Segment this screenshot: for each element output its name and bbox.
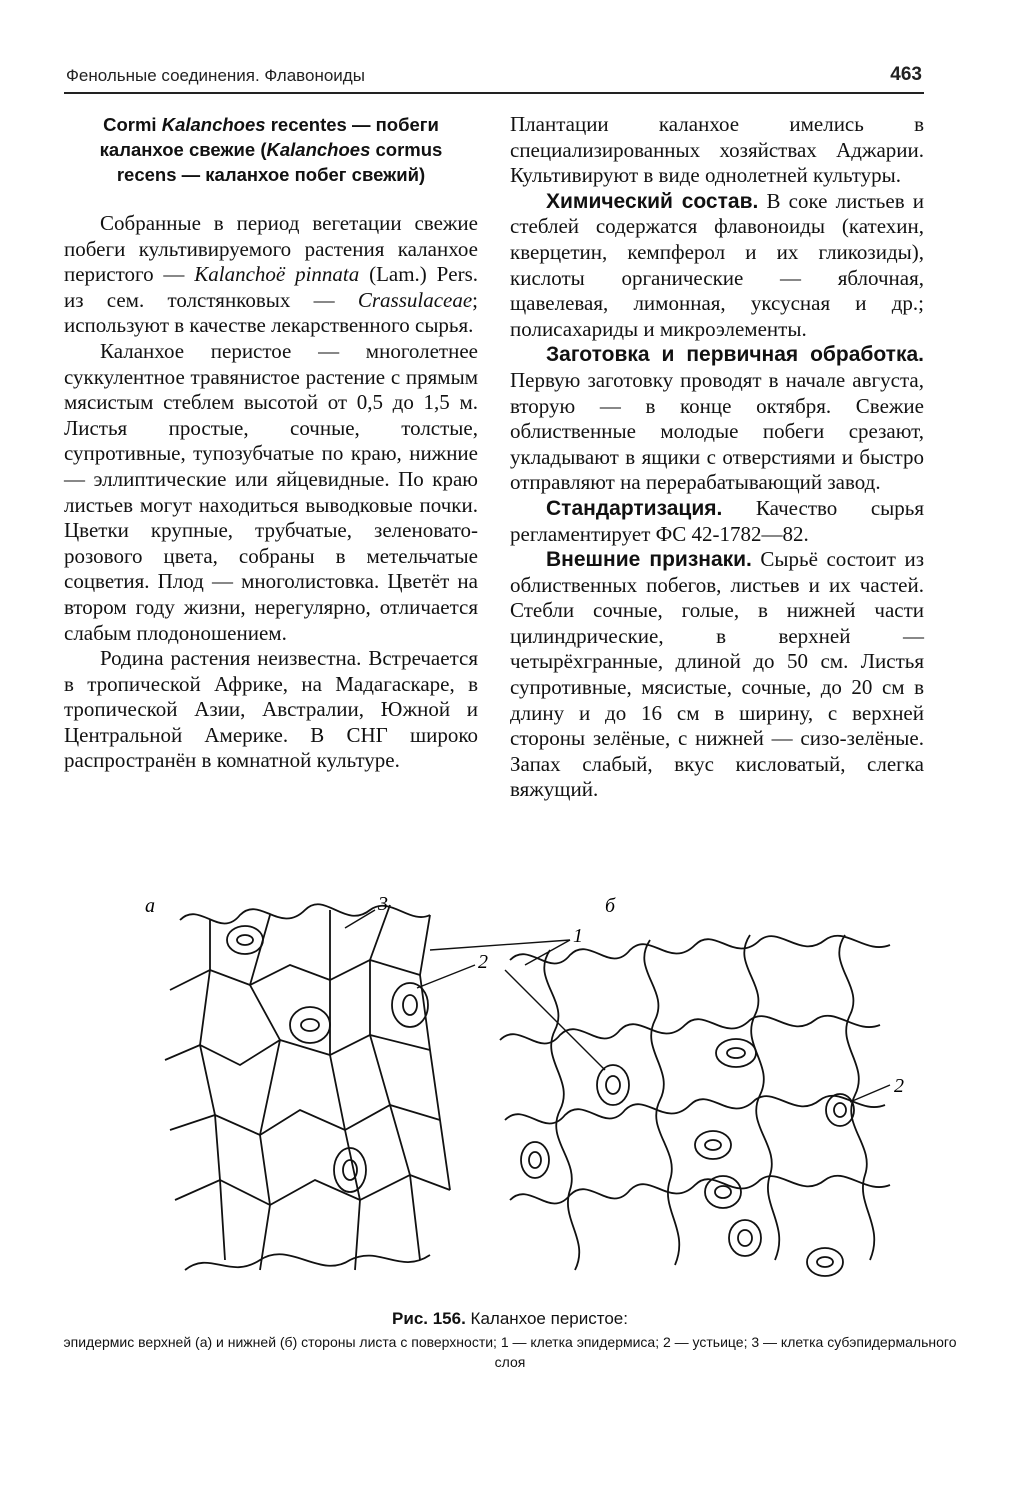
- text-run: Первую заготовку проводят в начале августа, вторую — в конце октября. Свежие облиственные молодые побеги срезают, укладывают в ящики с отверстиями и быстро отправляют на перерабатывающий завод.: [510, 367, 924, 495]
- paragraph: Каланхое перистое — многолетнее суккулентное травянистое растение с прямым мясистым стеблем высотой от 0,5 до 1,5 м. Листья простые, сочные, толстые, супротивные, тупозубчатые по краю, нижние — эллиптические или яйцевидные. По краю листьев могут находиться выводковые почки. Цветки крупные, трубчатые, зеленовато-розового цвета, собраны в метельчатые соцветия. Плод — многолистовка. Цветёт на втором году жизни, нерегулярно, отличается слабым плодоношением.: [64, 338, 478, 645]
- paragraph: Родина растения неизвестна. Встречается в тропической Африке, на Мадагаскаре, в тропической Азии, Австралии, Южной и Центральной Америке. В СНГ широко распространён в комнатной культуре.: [64, 646, 478, 773]
- figure-caption: [60, 1306, 960, 1372]
- title-part: каланхое свежие (: [99, 139, 267, 160]
- panel-label-b: б: [605, 895, 616, 917]
- text-run: ; используют в качестве лекарственного сырья.: [64, 287, 479, 338]
- running-header: [64, 60, 924, 94]
- panel-a-cells: [165, 904, 450, 1270]
- paragraph-lead: Заготовка и первичная обработка.: [546, 343, 924, 367]
- article-title: [64, 112, 478, 187]
- text-run: В соке листьев и стеблей содержатся флавоноиды (катехин, кверцетин, кемпферол и их гликозиды), кислоты органические — яблочная, щавелевая, лимонная, уксусная и др.; полисахариды и микроэлементы.: [510, 188, 924, 341]
- text-run: Собранные в период вегетации свежие побеги культивируемого растения каланхое перистого —: [64, 211, 478, 287]
- caption-title: [60, 1306, 960, 1332]
- title-latin: Kalanchoes: [161, 114, 266, 135]
- title-part: recentes — побеги: [270, 114, 439, 135]
- paragraph: [510, 496, 924, 547]
- callout-2-right: 2: [894, 1075, 904, 1097]
- paragraph: [510, 547, 924, 803]
- title-latin: Kalanchoes: [266, 139, 371, 160]
- title-part: recens — каланхое побег свежий): [116, 164, 426, 185]
- text-run: Сырьё состоит из облиственных побегов, листьев и их частей.: [510, 547, 924, 597]
- panel-b-stomata: [521, 1039, 854, 1276]
- panel-label-a: а: [145, 895, 155, 917]
- callout-3: 3: [378, 893, 388, 915]
- paragraph: Плантации каланхое имелись в специализированных хозяйствах Аджарии. Культивируют в виде однолетней культуры.: [510, 112, 924, 188]
- caption-heading: Каланхое перистое:: [470, 1309, 628, 1328]
- epidermis-illustration: [130, 880, 930, 1300]
- text-run: (Lam.) Pers. из сем. толстянковых —: [64, 262, 479, 312]
- section-title: Фенольные соединения. Флавоноиды: [66, 66, 365, 85]
- paragraph-lead: Химический состав.: [546, 189, 759, 213]
- paragraph-lead: Внешние признаки.: [546, 548, 752, 572]
- title-part: Cormi: [103, 114, 157, 135]
- figure-epidermis: [130, 880, 930, 1300]
- title-part: cormus: [375, 139, 443, 160]
- latin-name: Kalanchoë pinnata: [194, 262, 360, 287]
- right-column: [510, 112, 924, 803]
- text-run: Качество сырья регламентирует ФС 42-1782—82.: [510, 495, 924, 546]
- panel-a-stomata: [227, 926, 428, 1192]
- paragraph: [510, 342, 924, 496]
- paragraph: [510, 189, 924, 343]
- latin-name: Crassulaceae: [357, 287, 473, 312]
- paragraph-lead: Стандартизация.: [546, 496, 723, 520]
- panel-b-cells: [500, 935, 890, 1270]
- caption-body: эпидермис верхней (а) и нижней (б) стороны листа с поверхности; 1 — клетка эпидермиса; 2 — устьице; 3 — клетка субэпидермального слоя: [63, 1334, 957, 1370]
- caption-number: Рис. 156.: [392, 1309, 466, 1328]
- callout-2: 2: [478, 951, 488, 973]
- page-number: 463: [890, 64, 922, 85]
- callout-1: 1: [573, 925, 583, 947]
- left-column: [64, 112, 478, 774]
- text-run: Стебли сочные, голые, в нижней части цилиндрические, в верхней — четырёхгранные, длиной до 50 см. Листья супротивные, мясистые, сочные, до 20 см в длину и до 16 см в ширину, с верхней стороны зелёные, с нижней — сизо-зелёные. Запах слабый, вкус кисловатый, слегка вяжущий.: [510, 598, 924, 802]
- paragraph: [64, 211, 478, 339]
